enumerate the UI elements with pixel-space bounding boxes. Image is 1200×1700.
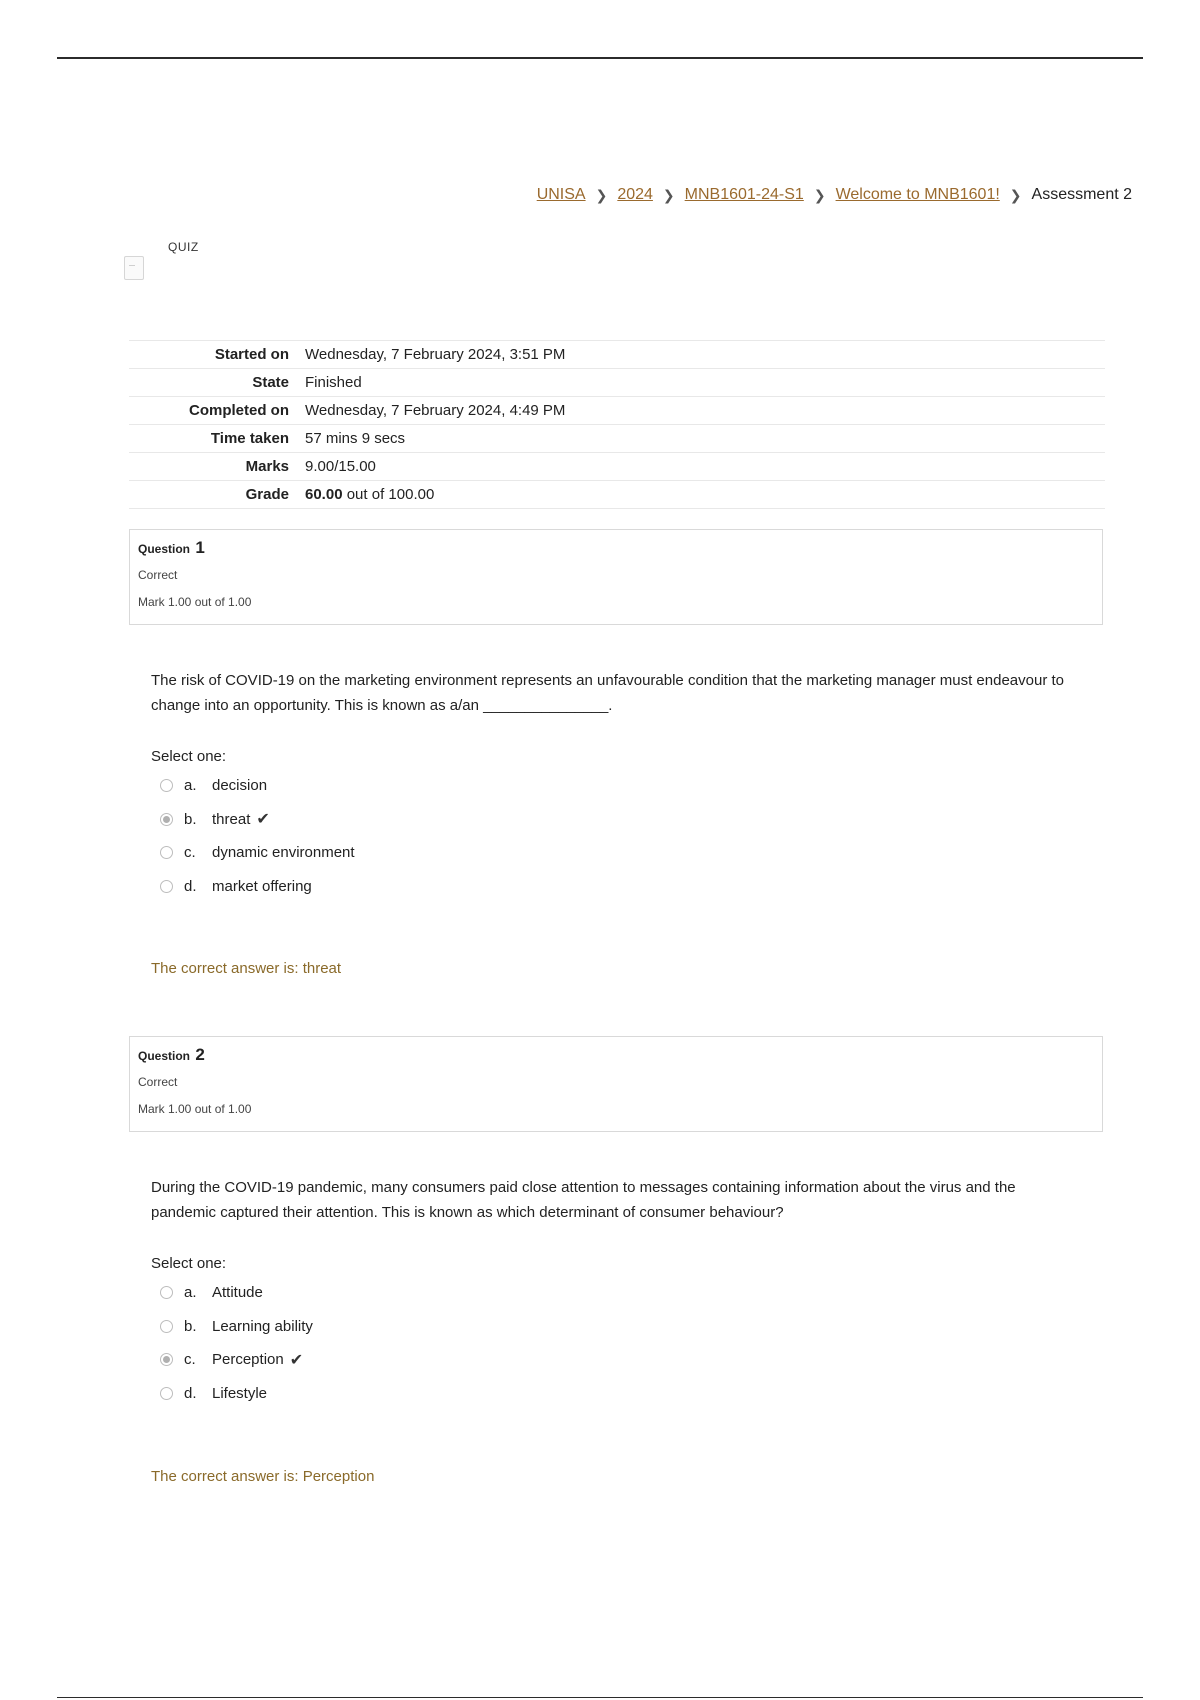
answer-text: Attitude [212, 1284, 263, 1302]
summary-value: Finished [305, 374, 362, 391]
summary-row-started [129, 341, 1105, 369]
question-mark: Mark 1.00 out of 1.00 [138, 1102, 252, 1116]
summary-label: State [252, 374, 289, 391]
radio-button-selected[interactable] [160, 813, 173, 826]
radio-button[interactable] [160, 1320, 173, 1333]
grade-value: 60.00 [305, 486, 343, 503]
answer-option[interactable] [160, 1276, 313, 1310]
breadcrumb-link-year[interactable]: 2024 [617, 186, 653, 203]
question-num: 1 [195, 538, 205, 557]
question-mark: Mark 1.00 out of 1.00 [138, 595, 252, 609]
summary-value: Wednesday, 7 February 2024, 3:51 PM [305, 346, 566, 363]
answer-text: dynamic environment [212, 844, 355, 862]
summary-row-grade [129, 481, 1105, 509]
select-one-label: Select one: [151, 748, 227, 765]
question-text: The risk of COVID-19 on the marketing environment represents an unfavourable condition that the marketing manager must endeavour to change into an opportunity. This is known as a/an _______________. [151, 672, 1064, 714]
question-number [138, 538, 1094, 558]
activity-type-label: QUIZ [168, 240, 199, 254]
answer-text: market offering [212, 877, 312, 895]
question-info-box [129, 1036, 1103, 1132]
chevron-right-icon: ❯ [662, 186, 675, 203]
radio-button[interactable] [160, 880, 173, 893]
answer-text: decision [212, 777, 268, 795]
radio-button[interactable] [160, 1286, 173, 1299]
answer-option[interactable] [160, 803, 355, 837]
answer-letter: a. [184, 777, 197, 795]
question-prefix: Question [138, 542, 191, 556]
correct-answer-feedback: The correct answer is: Perception [151, 1468, 375, 1485]
summary-row-completed [129, 397, 1105, 425]
attempt-summary-table [129, 340, 1105, 509]
correct-answer-feedback: The correct answer is: threat [151, 960, 342, 977]
quiz-icon [124, 256, 144, 280]
question-info-box [129, 529, 1103, 625]
summary-row-marks [129, 453, 1105, 481]
answer-list [160, 769, 355, 903]
summary-label: Time taken [210, 430, 289, 447]
summary-value: 9.00/15.00 [305, 458, 376, 475]
summary-row-time-taken [129, 425, 1105, 453]
summary-value [305, 481, 1105, 509]
grade-out-of: out of 100.00 [346, 486, 435, 503]
summary-label: Started on [214, 346, 289, 363]
answer-text: Perception [212, 1351, 284, 1369]
checkmark-icon: ✔ [289, 1351, 304, 1369]
question-state: Correct [138, 568, 178, 582]
question-state: Correct [138, 1075, 178, 1089]
breadcrumb [537, 186, 1132, 204]
question-num: 2 [195, 1045, 205, 1064]
answer-option[interactable] [160, 769, 355, 803]
answer-text: threat [212, 810, 251, 828]
answer-option[interactable] [160, 1377, 313, 1411]
question-text: During the COVID-19 pandemic, many consumers paid close attention to messages containing information about the virus and the pandemic captured their attention. This is known as which determinant of consumer behaviour? [151, 1179, 1016, 1221]
answer-letter: a. [184, 1284, 197, 1302]
answer-letter: d. [184, 1384, 197, 1402]
summary-value: Wednesday, 7 February 2024, 4:49 PM [305, 402, 566, 419]
radio-button[interactable] [160, 846, 173, 859]
summary-label: Grade [245, 486, 289, 503]
answer-text: Learning ability [212, 1317, 313, 1335]
answer-list [160, 1276, 313, 1410]
checkmark-icon: ✔ [256, 811, 270, 829]
radio-button[interactable] [160, 1387, 173, 1400]
summary-label: Completed on [189, 402, 289, 419]
answer-letter: d. [184, 877, 197, 895]
radio-button[interactable] [160, 779, 173, 792]
answer-letter: c. [184, 1351, 196, 1369]
summary-label: Marks [245, 458, 289, 475]
breadcrumb-link-welcome[interactable]: Welcome to MNB1601! [835, 186, 1000, 203]
select-one-label: Select one: [151, 1255, 227, 1272]
summary-row-state [129, 369, 1105, 397]
summary-value: 57 mins 9 secs [305, 430, 406, 447]
chevron-right-icon: ❯ [595, 186, 608, 203]
bottom-rule [57, 1697, 1143, 1698]
chevron-right-icon: ❯ [813, 186, 826, 203]
top-rule [57, 57, 1143, 59]
answer-letter: c. [184, 844, 196, 862]
answer-option[interactable] [160, 870, 355, 904]
question-number [138, 1045, 1094, 1065]
answer-letter: b. [184, 810, 197, 828]
answer-option[interactable] [160, 836, 355, 870]
question-prefix: Question [138, 1049, 191, 1063]
answer-letter: b. [184, 1317, 197, 1335]
answer-option[interactable] [160, 1343, 313, 1377]
breadcrumb-current: Assessment 2 [1031, 186, 1132, 203]
breadcrumb-link-unisa[interactable]: UNISA [536, 186, 586, 203]
answer-option[interactable] [160, 1310, 313, 1344]
breadcrumb-link-course[interactable]: MNB1601-24-S1 [684, 186, 804, 203]
radio-button-selected[interactable] [160, 1353, 173, 1366]
chevron-right-icon: ❯ [1009, 186, 1022, 203]
answer-text: Lifestyle [212, 1384, 268, 1402]
